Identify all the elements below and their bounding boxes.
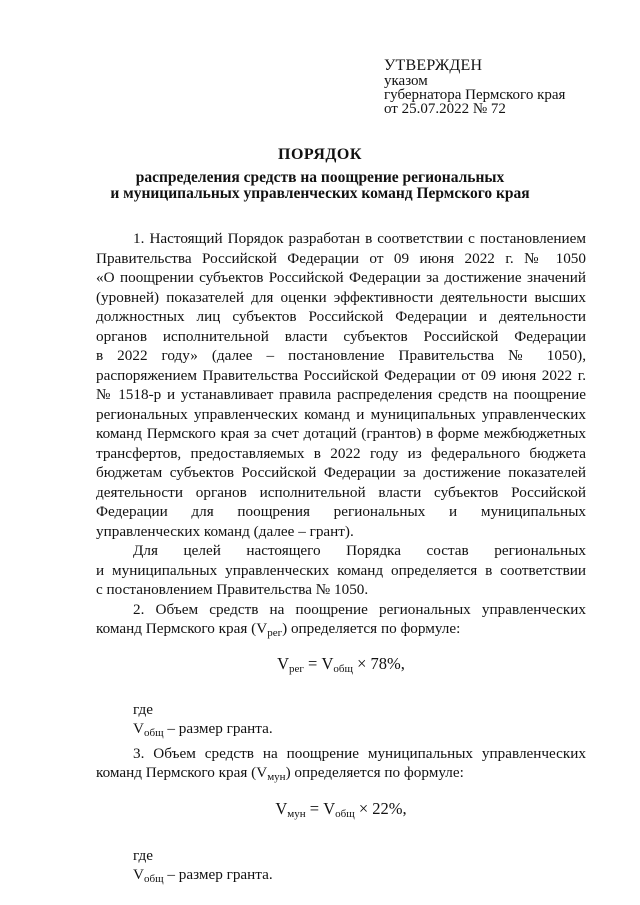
approved-label: УТВЕРЖДЕН xyxy=(384,57,483,74)
p2-line: с постановлением Правительства № 1050. xyxy=(96,581,369,598)
paragraph-2 xyxy=(96,541,586,600)
p2-line: и муниципальных управленческих команд определяется в соответствии xyxy=(96,561,586,579)
paragraph-4 xyxy=(96,744,586,788)
p3-line: 2. Объем средств на поощрение региональных управленческих xyxy=(133,600,586,618)
subscript: мун xyxy=(267,771,286,783)
p3-line: команд Пермского края (Vрег) определяется по формуле: xyxy=(96,620,461,639)
approval-stamp xyxy=(384,57,565,116)
p1-line: трансфертов, предоставляемых в 2022 году из федерального бюджета xyxy=(96,444,586,462)
p1-line: Правительства Российской Федерации от 09 июня 2022 г. № 1050 xyxy=(96,249,586,267)
where-label: где xyxy=(133,846,153,864)
p1-line: в 2022 году» (далее – постановление Правительства № 1050), xyxy=(96,347,586,364)
approval-date-number: от 25.07.2022 № 72 xyxy=(384,101,506,117)
approval-governor: губернатора Пермского края xyxy=(384,87,566,103)
p4-line: 3. Объем средств на поощрение муниципальных управленческих xyxy=(133,744,586,762)
title-heading: ПОРЯДОК xyxy=(278,146,362,163)
p1-line: (уровней) показателей для оценки эффективности деятельности высших xyxy=(96,288,586,306)
paragraph-3 xyxy=(96,600,586,644)
approval-by-decree: указом xyxy=(384,73,428,89)
paragraph-1 xyxy=(96,229,586,541)
formula-regional: $V_{рег} = V_{общ} \times 78\%$, xyxy=(277,653,405,675)
p1-line: бюджетам субъектов Российской Федерации за достижение показателей xyxy=(96,464,586,481)
p4-line: команд Пермского края (Vмун) определяется по формуле: xyxy=(96,764,464,783)
p1-line: Федерации для поощрения региональных и муниципальных xyxy=(96,503,586,520)
p1-line: управленческих команд (далее – грант). xyxy=(96,522,354,540)
p1-line: региональных управленческих команд и муниципальных управленческих xyxy=(96,405,586,423)
p1-line: деятельности органов исполнительной власти субъектов Российской xyxy=(96,483,586,501)
title-subline-2: и муниципальных управленческих команд Пермского края xyxy=(110,185,530,202)
subscript: рег xyxy=(267,627,283,639)
document-body xyxy=(96,229,586,890)
formula-municipal: $V_{мун} = V_{общ} \times 22\%$, xyxy=(275,798,407,820)
document-title xyxy=(0,146,640,202)
p2-line: Для целей настоящего Порядка состав региональных xyxy=(133,542,586,559)
p1-line: органов исполнительной власти субъектов Российской Федерации xyxy=(96,327,586,345)
p1-line: 1. Настоящий Порядок разработан в соответствии с постановлением xyxy=(133,230,586,247)
where-label: где xyxy=(133,700,153,718)
definition-grant: Vобщ – размер гранта. xyxy=(133,720,273,739)
p1-line: должностных лиц субъектов Российской Федерации и деятельности xyxy=(96,308,586,325)
p1-line: «О поощрении субъектов Российской Федерации за достижение значений xyxy=(96,269,586,286)
p1-line: № 1518-р и устанавливает правила распределения средств на поощрение xyxy=(96,386,586,403)
title-subline-1: распределения средств на поощрение региональных xyxy=(135,169,505,186)
definition-grant: Vобщ – размер гранта. xyxy=(133,866,273,885)
p1-line: распоряжением Правительства Российской Федерации от 09 июня 2022 г. xyxy=(96,366,586,384)
p1-line: команд Пермского края за счет дотаций (грантов) в форме межбюджетных xyxy=(96,425,586,442)
